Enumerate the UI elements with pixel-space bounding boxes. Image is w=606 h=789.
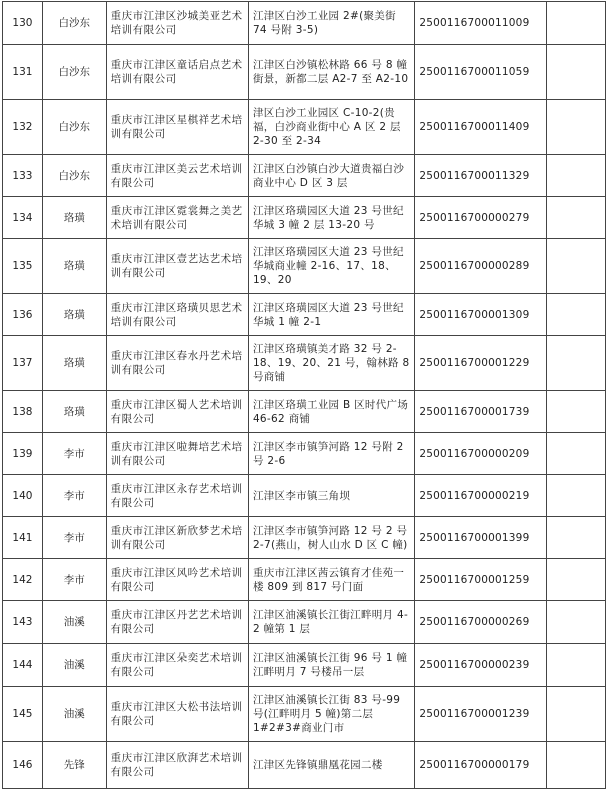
empty-cell	[547, 100, 606, 155]
town-cell: 李市	[42, 475, 106, 517]
license-code-cell: 2500116700000179	[415, 742, 547, 789]
town-cell: 白沙东	[42, 2, 106, 45]
table-row	[3, 197, 606, 239]
company-name-cell: 重庆市江津区春水丹艺术培训有限公司	[106, 336, 248, 391]
empty-cell	[547, 45, 606, 100]
town-cell: 珞璜	[42, 391, 106, 433]
address-cell: 江津区珞璜园区大道 23 号世纪华城 3 幢 2 层 13-20 号	[248, 197, 414, 239]
town-cell: 李市	[42, 433, 106, 475]
town-cell: 珞璜	[42, 239, 106, 294]
address-cell: 江津区李市镇三角坝	[248, 475, 414, 517]
table-row	[3, 644, 606, 687]
license-code-cell: 2500116700001399	[415, 517, 547, 559]
town-cell: 油溪	[42, 601, 106, 644]
license-code-cell: 2500116700000209	[415, 433, 547, 475]
company-name-cell: 重庆市江津区蜀人艺术培训有限公司	[106, 391, 248, 433]
address-cell: 江津区李市镇笋河路 12 号 2 号 2-7(燕山，树人山水 D 区 C 幢)	[248, 517, 414, 559]
empty-cell	[547, 601, 606, 644]
address-cell: 江津区先锋镇鼎凰花园二楼	[248, 742, 414, 789]
address-cell: 江津区李市镇笋河路 12 号附 2 号 2-6	[248, 433, 414, 475]
company-name-cell: 重庆市江津区童话启点艺术培训有限公司	[106, 45, 248, 100]
table-row	[3, 155, 606, 197]
table-row	[3, 391, 606, 433]
address-cell: 江津区白沙工业园 2#(聚美街 74 号附 3-5)	[248, 2, 414, 45]
table-row	[3, 294, 606, 336]
company-name-cell: 重庆市江津区星棋祥艺术培训有限公司	[106, 100, 248, 155]
empty-cell	[547, 742, 606, 789]
empty-cell	[547, 644, 606, 687]
company-name-cell: 重庆市江津区大松书法培训有限公司	[106, 687, 248, 742]
license-code-cell: 2500116700000279	[415, 197, 547, 239]
town-cell: 珞璜	[42, 336, 106, 391]
license-code-cell: 2500116700001309	[415, 294, 547, 336]
row-number: 139	[3, 433, 43, 475]
empty-cell	[547, 197, 606, 239]
row-number: 144	[3, 644, 43, 687]
address-cell: 江津区油溪镇长江街 96 号 1 幢江畔明月 7 号楼吊一层	[248, 644, 414, 687]
license-code-cell: 2500116700011409	[415, 100, 547, 155]
table-row	[3, 517, 606, 559]
license-code-cell: 2500116700000239	[415, 644, 547, 687]
license-code-cell: 2500116700000289	[415, 239, 547, 294]
address-cell: 江津区油溪镇长江街 83 号-99 号(江畔明月 5 幢)第二层 1#2#3#商业门市	[248, 687, 414, 742]
row-number: 136	[3, 294, 43, 336]
table-row	[3, 475, 606, 517]
company-name-cell: 重庆市江津区壹艺达艺术培训有限公司	[106, 239, 248, 294]
row-number: 140	[3, 475, 43, 517]
town-cell: 李市	[42, 517, 106, 559]
empty-cell	[547, 2, 606, 45]
company-name-cell: 重庆市江津区霓裳舞之美艺术培训有限公司	[106, 197, 248, 239]
table-row	[3, 45, 606, 100]
address-cell: 江津区油溪镇长江街江畔明月 4-2 幢第 1 层	[248, 601, 414, 644]
address-cell: 津区白沙工业园区 C-10-2(贵福，白沙商业街中心 A 区 2 层 2-30 至 2-34	[248, 100, 414, 155]
empty-cell	[547, 239, 606, 294]
town-cell: 珞璜	[42, 197, 106, 239]
company-name-cell: 重庆市江津区朵奕艺术培训有限公司	[106, 644, 248, 687]
license-code-cell: 2500116700011329	[415, 155, 547, 197]
table-row	[3, 336, 606, 391]
table-row	[3, 687, 606, 742]
table-row	[3, 2, 606, 45]
row-number: 134	[3, 197, 43, 239]
address-cell: 江津区珞璜镇美才路 32 号 2-18、19、20、21 号，翰林路 8 号商铺	[248, 336, 414, 391]
address-cell: 江津区珞璜园区大道 23 号世纪华城 1 幢 2-1	[248, 294, 414, 336]
row-number: 133	[3, 155, 43, 197]
school-registry-table	[2, 1, 606, 789]
table-row	[3, 239, 606, 294]
town-cell: 白沙东	[42, 155, 106, 197]
table-row	[3, 601, 606, 644]
company-name-cell: 重庆市江津区丹艺艺术培训有限公司	[106, 601, 248, 644]
license-code-cell: 2500116700000219	[415, 475, 547, 517]
empty-cell	[547, 391, 606, 433]
town-cell: 白沙东	[42, 45, 106, 100]
address-cell: 重庆市江津区茜云镇育才佳苑一楼 809 到 817 号门面	[248, 559, 414, 601]
row-number: 141	[3, 517, 43, 559]
row-number: 146	[3, 742, 43, 789]
license-code-cell: 2500116700001739	[415, 391, 547, 433]
license-code-cell: 2500116700011059	[415, 45, 547, 100]
table-row	[3, 433, 606, 475]
row-number: 138	[3, 391, 43, 433]
town-cell: 白沙东	[42, 100, 106, 155]
town-cell: 油溪	[42, 644, 106, 687]
row-number: 131	[3, 45, 43, 100]
row-number: 142	[3, 559, 43, 601]
license-code-cell: 2500116700001229	[415, 336, 547, 391]
town-cell: 珞璜	[42, 294, 106, 336]
company-name-cell: 重庆市江津区新欣梦艺术培训有限公司	[106, 517, 248, 559]
address-cell: 江津区白沙镇松林路 66 号 8 幢街景，新都二层 A2-7 至 A2-10	[248, 45, 414, 100]
row-number: 135	[3, 239, 43, 294]
license-code-cell: 2500116700001239	[415, 687, 547, 742]
address-cell: 江津区白沙镇白沙大道贵福白沙商业中心 D 区 3 层	[248, 155, 414, 197]
company-name-cell: 重庆市江津区欣湃艺术培训有限公司	[106, 742, 248, 789]
license-code-cell: 2500116700011009	[415, 2, 547, 45]
row-number: 130	[3, 2, 43, 45]
table-body	[3, 2, 606, 789]
company-name-cell: 重庆市江津区永存艺术培训有限公司	[106, 475, 248, 517]
row-number: 137	[3, 336, 43, 391]
empty-cell	[547, 336, 606, 391]
empty-cell	[547, 155, 606, 197]
company-name-cell: 重庆市江津区啦舞培艺术培训有限公司	[106, 433, 248, 475]
table-row	[3, 742, 606, 789]
company-name-cell: 重庆市江津区美云艺术培训有限公司	[106, 155, 248, 197]
address-cell: 江津区珞璜工业园 B 区时代广场 46-62 商铺	[248, 391, 414, 433]
address-cell: 江津区珞璜园区大道 23 号世纪华城商业幢 2-16、17、18、19、20	[248, 239, 414, 294]
company-name-cell: 重庆市江津区风吟艺术培训有限公司	[106, 559, 248, 601]
empty-cell	[547, 559, 606, 601]
empty-cell	[547, 687, 606, 742]
license-code-cell: 2500116700000269	[415, 601, 547, 644]
license-code-cell: 2500116700001259	[415, 559, 547, 601]
empty-cell	[547, 475, 606, 517]
table-row	[3, 559, 606, 601]
empty-cell	[547, 294, 606, 336]
town-cell: 李市	[42, 559, 106, 601]
row-number: 145	[3, 687, 43, 742]
town-cell: 油溪	[42, 687, 106, 742]
empty-cell	[547, 433, 606, 475]
town-cell: 先锋	[42, 742, 106, 789]
company-name-cell: 重庆市江津区珞璜贝思艺术培训有限公司	[106, 294, 248, 336]
row-number: 132	[3, 100, 43, 155]
table-row	[3, 100, 606, 155]
company-name-cell: 重庆市江津区沙城美亚艺术培训有限公司	[106, 2, 248, 45]
row-number: 143	[3, 601, 43, 644]
empty-cell	[547, 517, 606, 559]
